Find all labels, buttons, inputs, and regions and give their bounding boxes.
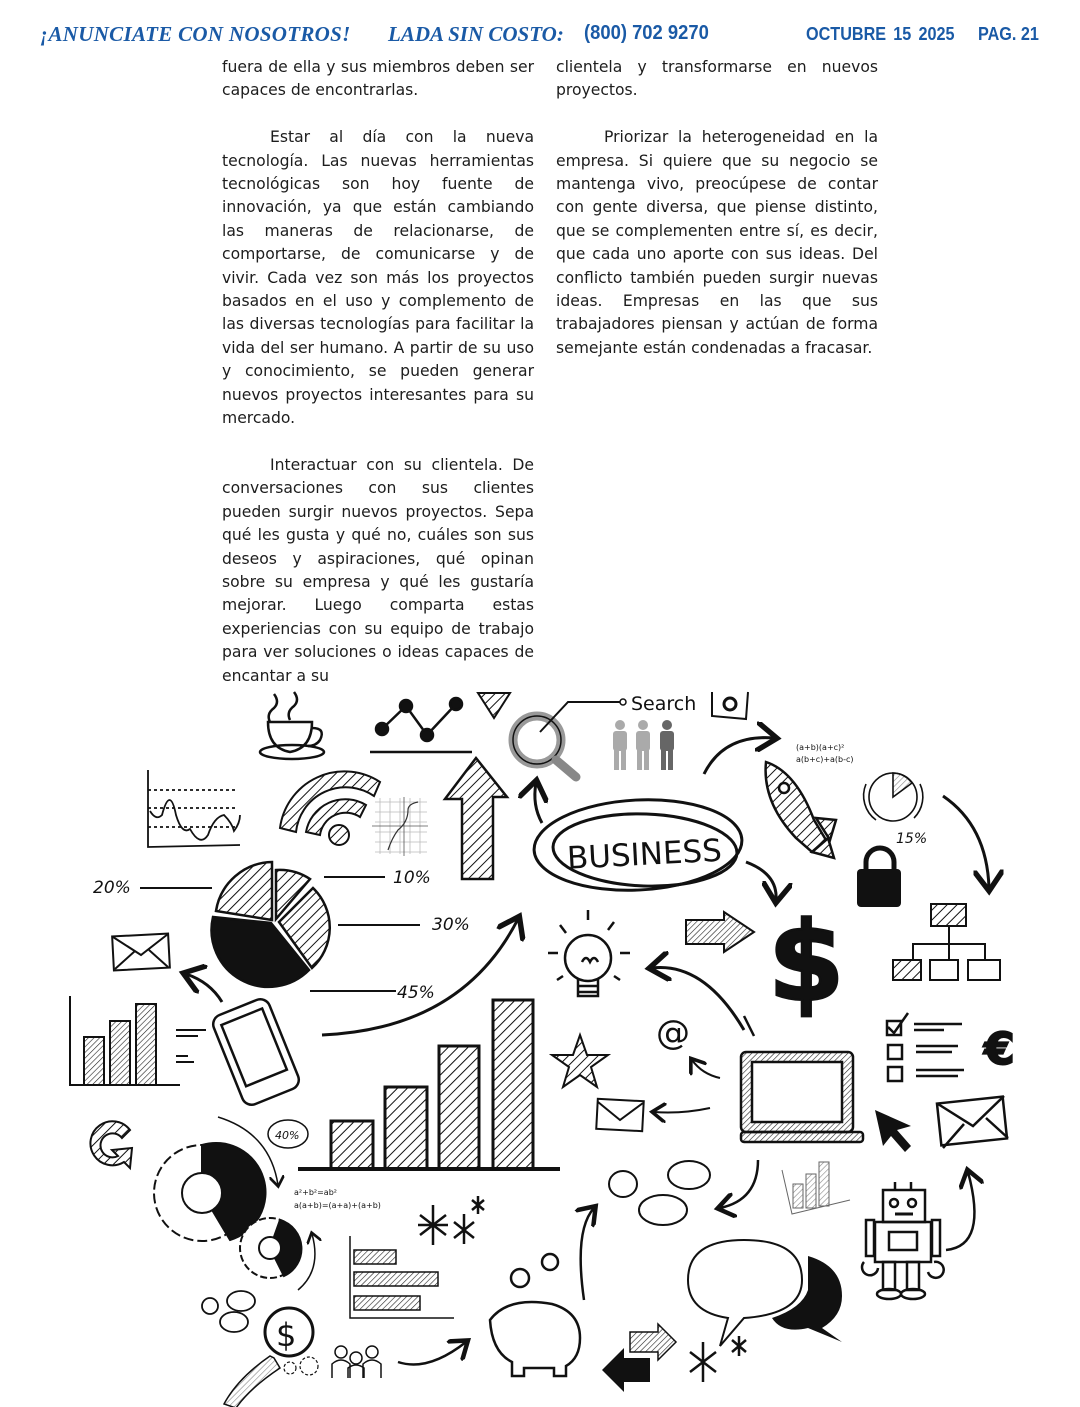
function-graph-icon — [372, 797, 428, 856]
arrow-to-chat — [581, 1208, 594, 1300]
dollar-sign-icon: $ — [768, 898, 845, 1026]
people-group-icon — [613, 720, 674, 770]
arrow-to-rocket — [704, 738, 774, 774]
pie-label-10: 10% — [393, 868, 431, 888]
envelope-small-icon — [596, 1099, 644, 1131]
lightbulb-icon — [548, 910, 630, 996]
team-people-icon — [332, 1346, 381, 1378]
refresh-arrow-icon — [90, 1121, 132, 1168]
wifi-icon — [280, 771, 380, 845]
bar-chart-icon — [298, 1000, 560, 1169]
checklist-icon — [887, 1013, 964, 1081]
triangle-icon — [478, 693, 510, 718]
page-number: PAG. 21 — [978, 24, 1039, 44]
arrow-laptop-to-bulb — [744, 1016, 754, 1036]
envelope-icon — [112, 934, 170, 971]
formula-top-2: a(b+c)+a(b-c) — [796, 755, 854, 764]
piggy-bank-icon — [490, 1254, 580, 1376]
gear-percent-label: 40% — [275, 1129, 300, 1142]
phone-number[interactable]: (800) 702 9270 — [584, 22, 709, 44]
formula-bottom-1: a²+b²=ab² — [294, 1188, 337, 1197]
down-left-arrow-icon — [224, 1356, 280, 1407]
page-header — [0, 22, 1080, 52]
org-chart-icon — [893, 904, 1000, 980]
formula-bottom-2: a(a+b)=(a+a)+(a+b) — [294, 1201, 381, 1210]
arrow-to-magnifier — [535, 783, 542, 823]
line-chart-icon — [370, 698, 472, 752]
chat-bubbles-icon — [202, 1291, 255, 1332]
up-arrow-icon — [445, 758, 507, 879]
wave-chart-icon — [148, 770, 240, 847]
envelope-right-icon — [937, 1096, 1008, 1148]
arrow-to-piggy — [398, 1342, 466, 1365]
arrow-to-dollar — [746, 862, 776, 900]
laptop-icon — [741, 1052, 863, 1142]
toll-free-label: LADA SIN COSTO: — [388, 22, 564, 46]
chat-bubbles-mid-icon — [609, 1161, 710, 1225]
gauge-icon — [864, 773, 923, 821]
article-column-right — [556, 56, 878, 384]
pie-label-45: 45% — [397, 983, 435, 1003]
issue-date: OCTUBRE 15 2025 — [806, 24, 955, 44]
curved-arrow-icon — [186, 974, 222, 1002]
search-label: Search — [631, 693, 697, 715]
arrow-to-at — [692, 1060, 720, 1078]
arrow-robot-to-envelope — [946, 1172, 974, 1250]
paragraph-clients: Interactuar con su clientela. De conversaciones con sus clientes pueden surgir nuevos proyectos. Sepa qué les gusta y qué no, cuáles son sus deseos y aspiraciones, qué opinan sobre su empresa y qué les gustaría mejorar. Luego comparta estas experiencias con su equipo de trabajo para ver soluciones o ideas capaces de encantar a su — [222, 455, 534, 685]
coffee-cup-icon — [260, 692, 324, 759]
small-bar-chart-icon — [70, 996, 206, 1085]
business-label: BUSINESS — [566, 832, 723, 877]
small-gears-icon — [284, 1357, 318, 1375]
business-doodle-illustration — [0, 680, 1080, 1407]
euro-icon: € — [984, 1024, 1015, 1075]
paragraph-heterogeneity: Priorizar la heterogeneidad en la empresa. Si quiere que su negocio se mantenga vivo, preocúpese de contar con gente diversa, que piense distinto, que se complementen entre sí, es decir, que cada uno aporte con sus ideas. Del conflicto también pueden surgir nuevas ideas. Empresas en las que sus trabajadores piensan y actúan de forma semejante están condenadas a fracasar. — [556, 128, 878, 357]
coin-dollar-label: $ — [276, 1316, 297, 1354]
pie-label-20: 20% — [93, 878, 131, 898]
smartphone-icon — [210, 996, 302, 1107]
gauge-label: 15% — [896, 831, 928, 847]
padlock-icon — [857, 848, 901, 907]
paragraph-technology: Estar al día con la nueva tecnología. Las nuevas herramientas tecnológicas son hoy fuente de innovación, ya que están cambiando las maneras de relacionarse, de comportarse, de comunicarse y de vivir. Cada vez son más los proyectos basados en el uso y complemento de las diversas tecnologías para facilitar la vida del ser humano. A partir de su uso y conocimiento, se pueden generar nuevos proyectos interesantes para su mercado. — [222, 128, 534, 428]
paragraph-continuation-right: clientela y transformarse en nuevos proyectos. — [556, 58, 878, 100]
mini-bar-chart-icon — [782, 1162, 850, 1214]
arrow-to-org-chart — [943, 796, 989, 888]
gears-icon — [154, 1143, 301, 1278]
mouse-cursor-icon — [875, 1110, 911, 1152]
arrow-up-chart — [322, 919, 518, 1035]
rocket-icon — [766, 762, 836, 858]
at-symbol-icon: @ — [656, 1013, 690, 1053]
arrow-to-envelope — [654, 1108, 710, 1113]
paragraph-continuation: fuera de ella y sus miembros deben ser capaces de encontrarlas. — [222, 58, 534, 100]
star-icon — [552, 1035, 608, 1087]
pie-chart-icon — [212, 862, 330, 987]
formula-top-1: (a+b)(a+c)² — [796, 743, 845, 752]
left-arrow-filled-icon — [602, 1348, 650, 1392]
article-column-left — [222, 56, 534, 711]
pie-label-30: 30% — [432, 915, 470, 935]
right-arrow-icon — [686, 912, 754, 952]
label-box-icon — [712, 692, 748, 719]
search-magnifier-icon — [513, 699, 626, 777]
robot-icon — [862, 1182, 944, 1299]
speech-bubble-icon — [688, 1240, 802, 1346]
arrow-laptop-to-chat — [720, 1160, 758, 1208]
advertise-banner: ¡ANUNCIATE CON NOSOTROS! — [40, 22, 351, 46]
horizontal-bar-chart-icon — [350, 1236, 454, 1318]
right-arrow-small-icon — [630, 1324, 676, 1360]
